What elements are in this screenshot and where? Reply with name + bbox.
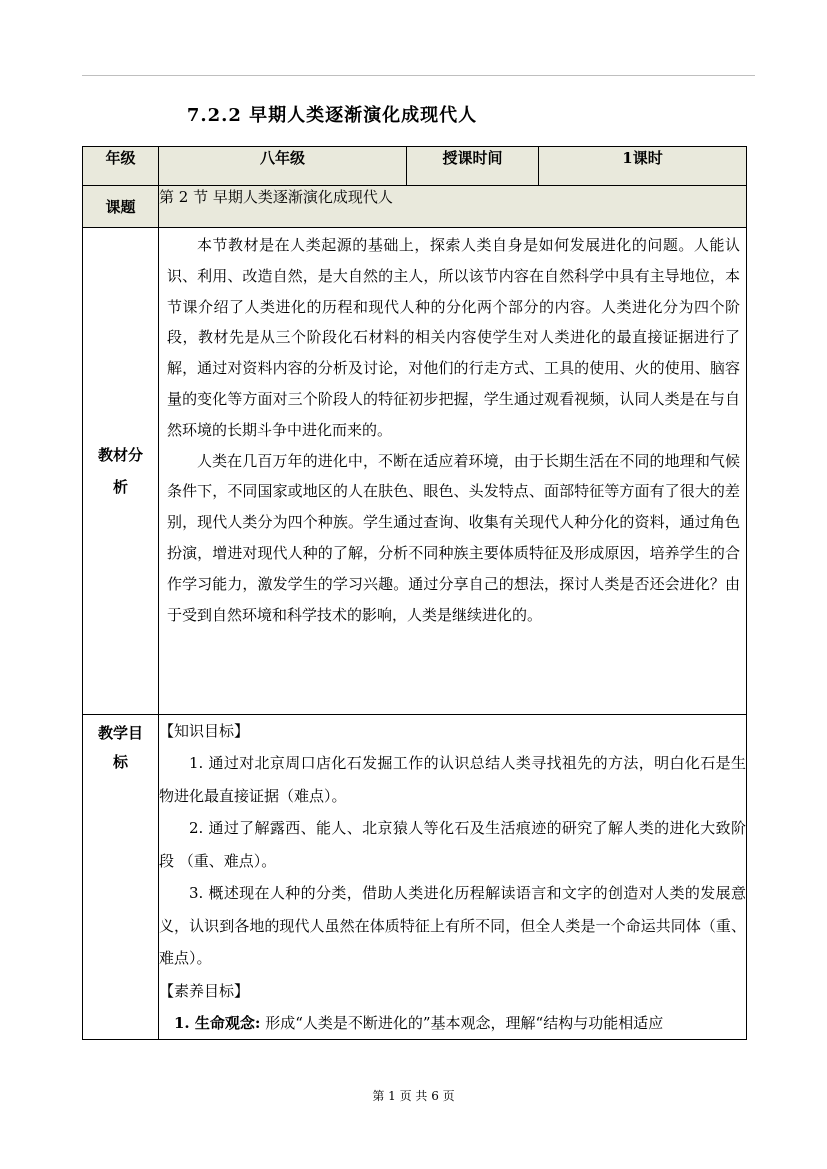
objectives-label [83, 715, 159, 1040]
objectives-content [159, 715, 747, 1040]
knowledge-heading: 【知识目标】 [159, 722, 250, 740]
document-title: 7.2.2 早期人类逐渐演化成现代人 [186, 105, 478, 126]
topic-value: 第 2 节 早期人类逐渐演化成现代人 [159, 186, 747, 228]
topic-label: 课题 [83, 186, 159, 228]
grade-label: 年级 [83, 147, 159, 186]
analysis-row [83, 228, 747, 715]
literacy-item-1-text: 形成“人类是不断进化的”基本观念，理解“结构与功能相适应 [260, 1013, 664, 1032]
knowledge-item-3: 3. 概述现在人种的分类，借助人类进化历程解读语言和文字的创造对人类的发展意义，认识到各地的现代人虽然在体质特征上有所不同，但全人类是一个命运共同体（重、难点）。 [159, 884, 746, 967]
grade-value: 八年级 [159, 147, 407, 186]
knowledge-item-1: 1. 通过对北京周口店化石发掘工作的认识总结人类寻找祖先的方法，明白化石是生物进化最直接证据（难点）。 [159, 754, 746, 805]
analysis-paragraph-2: 人类在几百万年的进化中，不断在适应着环境，由于长期生活在不同的地理和气候条件下，不同国家或地区的人在肤色、眼色、头发特点、面部特征等方面有了很大的差别，现代人类分为四个种族。学生通过查询、收集有关现代人种分化的资料，通过角色扮演，增进对现代人种的了解，分析不同种族主要体质特征及形成原因，培养学生的合作学习能力，激发学生的学习兴趣。通过分享自己的想法，探讨人类是否还会进化？由于受到自然环境和科学技术的影响，人类是继续进化的。 [167, 451, 740, 624]
time-label: 授课时间 [407, 147, 539, 186]
header-row [83, 147, 747, 186]
analysis-paragraph-1: 本节教材是在人类起源的基础上，探索人类自身是如何发展进化的问题。人能认识、利用、改造自然，是大自然的主人，所以该节内容在自然科学中具有主导地位，本节课介绍了人类进化的历程和现代人种的分化两个部分的内容。人类进化分为四个阶段，教材先是从三个阶段化石材料的相关内容使学生对人类进化的最直接证据进行了解，通过对资料内容的分析及讨论，对他们的行走方式、工具的使用、火的使用、脑容量的变化等方面对三个阶段人的特征初步把握，学生通过观看视频，认同人类是在与自然环境的长期斗争中进化而来的。 [167, 236, 740, 439]
lesson-plan-table [82, 146, 747, 1040]
literacy-item-1 [159, 1007, 746, 1039]
objectives-label-line1: 教学目 [97, 724, 143, 742]
objectives-row [83, 715, 747, 1040]
objectives-label-line2: 标 [112, 753, 128, 771]
literacy-item-1-prefix: 1. 生命观念: [174, 1013, 261, 1032]
analysis-label-line2: 析 [112, 478, 128, 496]
header-rule [82, 75, 755, 76]
analysis-label [83, 228, 159, 715]
literacy-heading: 【素养目标】 [159, 981, 250, 1000]
knowledge-item-2: 2. 通过了解露西、能人、北京猿人等化石及生活痕迹的研究了解人类的进化大致阶段 （重、难点）。 [159, 819, 746, 870]
time-value: 1课时 [539, 147, 747, 186]
topic-row [83, 186, 747, 228]
analysis-label-line1: 教材分 [97, 446, 143, 464]
page-footer: 第 1 页 共 6 页 [372, 1089, 455, 1103]
analysis-content [159, 228, 747, 715]
